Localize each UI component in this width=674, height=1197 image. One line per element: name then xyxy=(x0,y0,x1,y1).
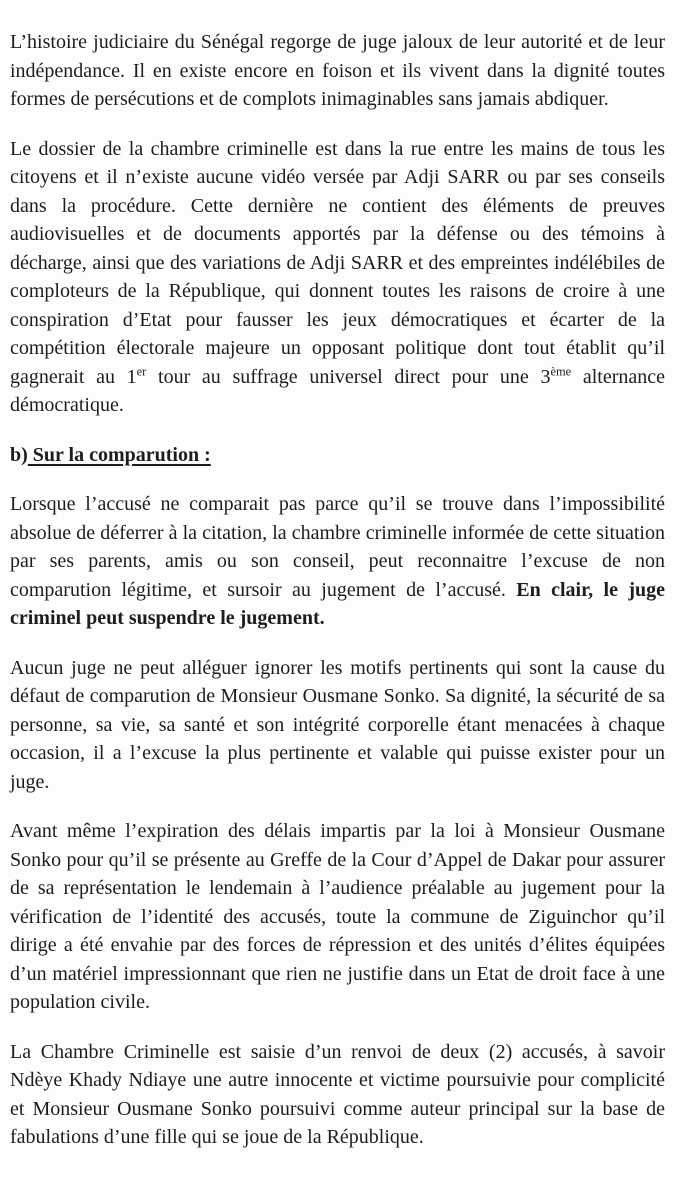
paragraph-4 xyxy=(10,654,665,797)
text-run: ème xyxy=(550,363,572,378)
paragraph-1 xyxy=(10,28,665,114)
text-run: alternance démocratique. xyxy=(10,365,665,416)
text-run: Aucun juge ne peut alléguer ignorer les motifs pertinents qui sont la cause du défaut de comparution de Monsieur Ousmane Sonko. Sa dignité, la sécurité de sa personne, sa vie, sa santé et son intégrité corporelle étant menacées à chaque occasion, il a l’excuse la plus pertinente et valable qui puisse exister pour un juge. xyxy=(10,656,665,793)
text-run: tour au suffrage universel direct pour une 3 xyxy=(146,365,551,388)
text-run: La Chambre Criminelle est saisie d’un renvoi de deux (2) accusés, à savoir Ndèye Khady Ndiaye une autre innocente et victime poursuivie pour complicité et Monsieur Ousmane Sonko poursuivi comme auteur principal sur la base de fabulations d’une fille qui se joue de la République. xyxy=(10,1040,665,1148)
text-run: er xyxy=(136,363,147,378)
section-heading-b xyxy=(10,441,665,470)
text-run: Avant même l’expiration des délais impartis par la loi à Monsieur Ousmane Sonko pour qu’il se présente au Greffe de la Cour d’Appel de Dakar pour assurer de sa représentation le lendemain à l’audience préalable au jugement pour la vérification de l’identité des accusés, toute la commune de Ziguinchor qu’il dirige a été envahie par des forces de répression et des unités d’élites équipées d’un matériel impressionnant que rien ne justifie dans un Etat de droit face à une population civile. xyxy=(10,820,665,1013)
text-run: b) xyxy=(10,443,28,466)
text-run: En clair, le juge criminel peut suspendre le jugement. xyxy=(10,578,666,629)
text-run: Lorsque l’accusé ne comparait pas parce qu’il se trouve dans l’impossibilité absolue de déferrer à la citation, la chambre criminelle informée de cette situation par ses parents, amis ou son conseil, peut reconnaitre l’excuse de non comparution légitime, et sursoir au jugement de l’accusé. xyxy=(10,493,665,601)
paragraph-2 xyxy=(10,135,665,420)
paragraph-3 xyxy=(10,490,665,633)
text-run: L’histoire judiciaire du Sénégal regorge de juge jaloux de leur autorité et de leur indépendance. Il en existe encore en foison et ils vivent dans la dignité toutes formes de persécutions et de complots inimaginables sans jamais abdiquer. xyxy=(10,31,665,110)
text-run: Le dossier de la chambre criminelle est dans la rue entre les mains de tous les citoyens et il n’existe aucune vidéo versée par Adji SARR ou par ses conseils dans la procédure. Cette dernière ne contient des éléments de preuves audiovisuelles et de documents apportés par la défense ou des témoins à décharge, ainsi que des variations de Adji SARR et des empreintes indélébiles de comploteurs de la République, qui donnent toutes les raisons de croire à une conspiration d’Etat pour fausser les jeux démocratiques et écarter de la compétition électorale majeure un opposant politique dont tout établit qu’il gagnerait au 1 xyxy=(10,137,665,388)
text-run: Sur la comparution : xyxy=(27,443,211,466)
paragraph-6 xyxy=(10,1038,665,1152)
paragraph-5 xyxy=(10,817,665,1017)
